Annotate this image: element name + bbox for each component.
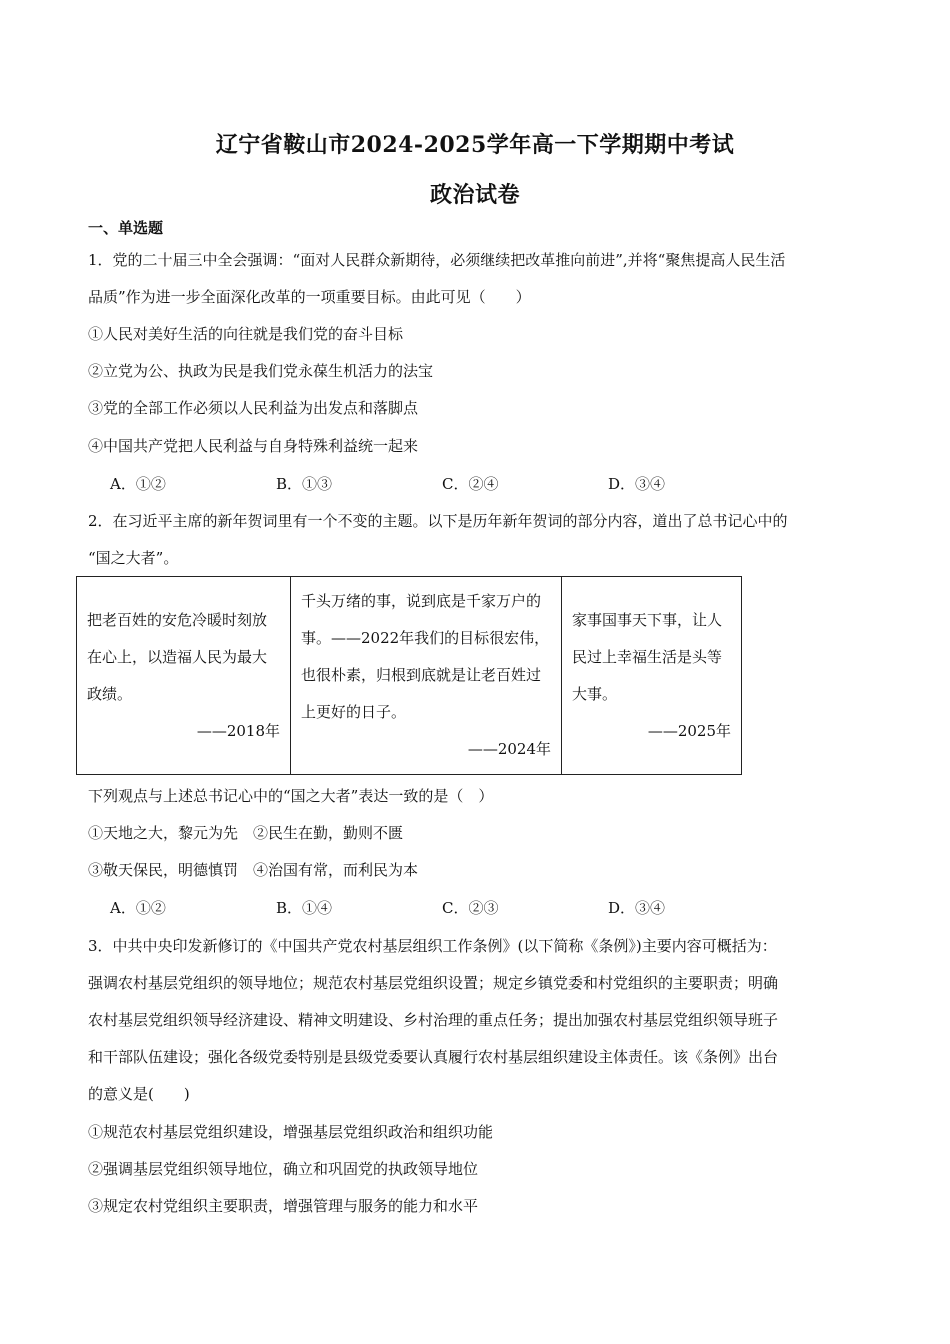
q3-item-3: ③规定农村党组织主要职责，增强管理与服务的能力和水平 <box>88 1197 479 1215</box>
q2-option-b[interactable]: B．①④ <box>276 899 333 917</box>
q1-options <box>110 474 774 494</box>
q3-stem-line-3: 农村基层党组织领导经济建设、精神文明建设、乡村治理的重点任务；提出加强农村基层党组织领导班子 <box>88 1011 779 1029</box>
q1-option-c[interactable]: C．②④ <box>442 475 499 493</box>
quote-year: ——2024年 <box>467 740 551 758</box>
section-heading: 一、单选题 <box>88 219 164 237</box>
q1-option-d[interactable]: D．③④ <box>608 475 666 493</box>
quote-text: 千头万绪的事，说到底是千家万户的事。——2022年我们的目标很宏伟，也很朴素，归根到底就是让老百姓过上更好的日子。 <box>301 592 550 721</box>
q3-stem-line-5: 的意义是( ) <box>88 1085 190 1103</box>
q1-stem-line-2: 品质”作为进一步全面深化改革的一项重要目标。由此可见（ ） <box>88 288 531 306</box>
quote-cell-2025 <box>562 577 742 775</box>
q2-options <box>110 898 774 918</box>
quote-cell-2018 <box>77 577 291 775</box>
q1-item-4: ④中国共产党把人民利益与自身特殊利益统一起来 <box>88 437 419 455</box>
q3-item-2: ②强调基层党组织领导地位，确立和巩固党的执政领导地位 <box>88 1160 479 1178</box>
q1-stem-line-1: 1．党的二十届三中全会强调：“面对人民群众新期待，必须继续把改革推向前进”,并将“聚焦提高人民生活 <box>88 251 786 269</box>
q1-item-1: ①人民对美好生活的向往就是我们党的奋斗目标 <box>88 325 404 343</box>
q1-option-a[interactable]: A．①② <box>110 475 166 493</box>
q1-item-3: ③党的全部工作必须以人民利益为出发点和落脚点 <box>88 399 419 417</box>
q2-items-line-2: ③敬天保民，明德慎罚 ④治国有常，而利民为本 <box>88 861 419 879</box>
quote-text: 把老百姓的安危冷暖时刻放在心上，以造福人民为最大政绩。 <box>87 610 268 703</box>
quote-year: ——2025年 <box>647 721 731 740</box>
q2-option-d[interactable]: D．③④ <box>608 899 666 917</box>
q3-item-1: ①规范农村基层党组织建设，增强基层党组织政治和组织功能 <box>88 1123 494 1141</box>
q1-option-b[interactable]: B．①③ <box>276 475 333 493</box>
quote-cell-2024 <box>291 577 562 775</box>
q3-stem-line-2: 强调农村基层党组织的领导地位；规范农村基层党组织设置；规定乡镇党委和村党组织的主要职责；明确 <box>88 974 779 992</box>
q3-stem-line-1: 3．中共中央印发新修订的《中国共产党农村基层组织工作条例》(以下简称《条例》)主要内容可概括为： <box>88 937 777 955</box>
quotes-table <box>76 576 742 775</box>
q2-stem-line-1: 2．在习近平主席的新年贺词里有一个不变的主题。以下是历年新年贺词的部分内容，道出了总书记心中的 <box>88 512 788 530</box>
q2-option-c[interactable]: C．②③ <box>442 899 499 917</box>
exam-title: 辽宁省鞍山市2024-2025学年高一下学期期中考试 <box>215 132 735 158</box>
quote-year: ——2018年 <box>196 721 280 740</box>
q1-item-2: ②立党为公、执政为民是我们党永葆生机活力的法宝 <box>88 362 434 380</box>
quote-text: 家事国事天下事，让人民过上幸福生活是头等大事。 <box>572 610 723 703</box>
q2-items-line-1: ①天地之大，黎元为先 ②民生在勤，勤则不匮 <box>88 824 404 842</box>
q3-stem-line-4: 和干部队伍建设；强化各级党委特别是县级党委要认真履行农村基层组织建设主体责任。该《条例》出台 <box>88 1048 779 1066</box>
q2-prompt: 下列观点与上述总书记心中的“国之大者”表达一致的是（ ） <box>88 787 494 805</box>
q2-stem-line-2: “国之大者”。 <box>88 549 179 567</box>
exam-subtitle: 政治试卷 <box>429 182 520 208</box>
q2-option-a[interactable]: A．①② <box>110 899 166 917</box>
